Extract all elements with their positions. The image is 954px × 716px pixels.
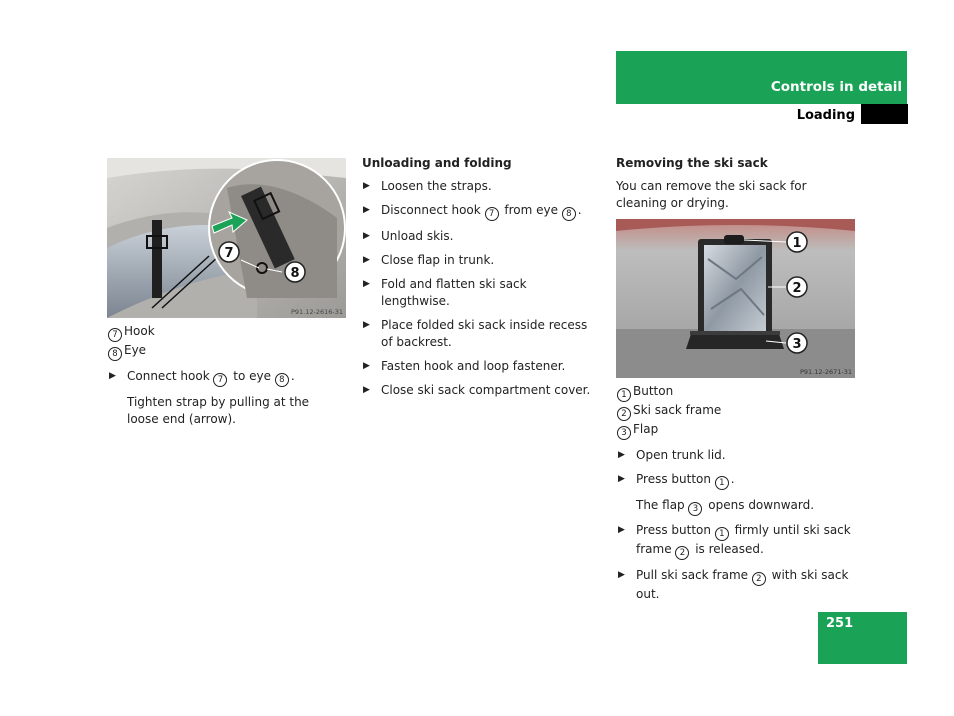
instruction-step: ▶ Open trunk lid.: [618, 448, 726, 462]
ski-sack-compartment-photo: [616, 219, 855, 378]
legend-label: Ski sack frame: [633, 403, 722, 417]
num-marker: 7: [108, 328, 122, 342]
instruction-step: ▶ Press button 1 firmly until ski sack frame 2 is released.: [618, 523, 851, 558]
image-code: P91.12-2671-31: [799, 368, 852, 376]
callout-1-label: 1: [792, 236, 802, 251]
num-marker: 1: [617, 388, 631, 402]
subsection-title: Loading: [796, 108, 855, 123]
right-column-intro: [616, 155, 856, 212]
legend-label: Button: [633, 384, 674, 398]
bullet-triangle-icon: ▶: [109, 371, 116, 381]
legend-label: Flap: [633, 422, 659, 436]
instruction-note: Tighten strap by pulling at the loose end (arrow).: [127, 395, 310, 426]
bullet-triangle-icon: ▶: [618, 570, 625, 580]
num-marker: 8: [108, 347, 122, 361]
bullet-triangle-icon: ▶: [618, 474, 625, 484]
bullet-triangle-icon: ▶: [618, 450, 625, 460]
instruction-step: ▶ Pull ski sack frame 2 with ski sack out.: [618, 568, 849, 601]
bullet-triangle-icon: ▶: [363, 181, 370, 191]
ski-sack-hook-illustration: [107, 158, 346, 318]
legend-item: [617, 402, 857, 421]
legend-item: [617, 421, 857, 440]
ski-sack-frame-illustration: [616, 219, 855, 378]
instruction-step: ▶ Press button 1 .: [618, 472, 735, 488]
num-marker: 3: [617, 426, 631, 440]
image-code: P91.12-2616-31: [290, 308, 343, 316]
instruction-step: ▶ Disconnect hook 7 from eye 8 .: [363, 203, 582, 219]
left-column-text: [108, 323, 344, 428]
section-heading: Removing the ski sack: [616, 156, 768, 170]
bullet-triangle-icon: ▶: [363, 255, 370, 265]
subsection-marker: [861, 104, 908, 124]
page-number: 251: [826, 616, 854, 631]
intro-text: You can remove the ski sack for cleaning or drying.: [616, 179, 807, 210]
bullet-triangle-icon: ▶: [363, 279, 370, 289]
legend-label: Eye: [124, 343, 147, 357]
instruction-step: ▶ Loosen the straps.: [363, 179, 492, 193]
callout-3-label: 3: [792, 337, 802, 352]
instruction-step: ▶ Close ski sack compartment cover.: [363, 383, 591, 397]
ski-sack-hook-photo: [107, 158, 346, 318]
instruction-step: ▶ Close flap in trunk.: [363, 253, 495, 267]
callout-7-label: 7: [224, 246, 234, 261]
right-column-text: [617, 383, 857, 603]
bullet-triangle-icon: ▶: [363, 361, 370, 371]
instruction-note: The flap 3 opens downward.: [636, 498, 815, 514]
bullet-triangle-icon: ▶: [618, 525, 625, 535]
instruction-step: ▶ Fasten hook and loop fastener.: [363, 359, 566, 373]
legend-item: [617, 383, 857, 402]
callout-2-label: 2: [792, 281, 802, 296]
bullet-triangle-icon: ▶: [363, 231, 370, 241]
middle-column-text: [362, 155, 598, 399]
callout-8-label: 8: [290, 266, 300, 281]
section-title: Controls in detail: [770, 79, 902, 95]
section-header-bar: [616, 51, 907, 104]
bullet-triangle-icon: ▶: [363, 385, 370, 395]
bullet-triangle-icon: ▶: [363, 205, 370, 215]
legend-label: Hook: [124, 324, 155, 338]
instruction-step: ▶ Unload skis.: [363, 229, 454, 243]
instruction-step: ▶ Connect hook 7 to eye 8 .: [109, 369, 295, 385]
num-marker: 2: [617, 407, 631, 421]
legend-item: [108, 342, 344, 361]
legend-item: [108, 323, 344, 342]
bullet-triangle-icon: ▶: [363, 320, 370, 330]
instruction-step: ▶ Fold and flatten ski sack lengthwise.: [363, 277, 527, 308]
instruction-step: ▶ Place folded ski sack inside recess of backrest.: [363, 318, 588, 349]
section-heading: Unloading and folding: [362, 156, 512, 170]
